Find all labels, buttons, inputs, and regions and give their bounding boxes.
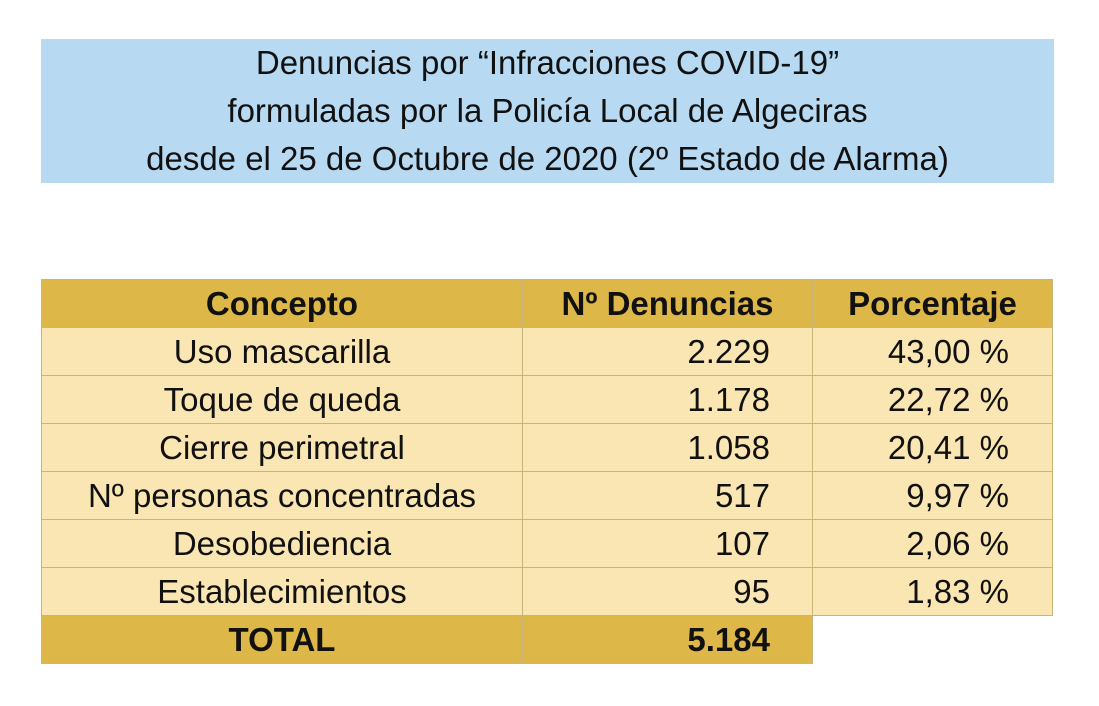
title-box <box>41 39 1054 183</box>
title-line-1: Denuncias por “Infracciones COVID-19” <box>255 44 840 81</box>
table-row <box>42 424 1053 472</box>
row-concept: Desobediencia <box>42 520 523 568</box>
total-label: TOTAL <box>42 616 523 664</box>
table-row <box>42 568 1053 616</box>
row-concept: Establecimientos <box>42 568 523 616</box>
row-count: 107 <box>523 520 813 568</box>
row-concept: Nº personas concentradas <box>42 472 523 520</box>
header-count: Nº Denuncias <box>523 280 813 328</box>
total-count: 5.184 <box>523 616 813 664</box>
table-row <box>42 472 1053 520</box>
row-count: 95 <box>523 568 813 616</box>
header-concept: Concepto <box>42 280 523 328</box>
row-percent: 2,06 % <box>813 520 1053 568</box>
row-count: 2.229 <box>523 328 813 376</box>
table-row <box>42 520 1053 568</box>
row-percent: 43,00 % <box>813 328 1053 376</box>
row-count: 1.178 <box>523 376 813 424</box>
row-concept: Uso mascarilla <box>42 328 523 376</box>
row-percent: 20,41 % <box>813 424 1053 472</box>
row-count: 517 <box>523 472 813 520</box>
row-concept: Cierre perimetral <box>42 424 523 472</box>
total-empty-cell <box>813 616 1053 664</box>
title-line-2: formuladas por la Policía Local de Algeciras <box>227 92 868 129</box>
row-count: 1.058 <box>523 424 813 472</box>
total-row <box>42 616 1053 664</box>
row-concept: Toque de queda <box>42 376 523 424</box>
table-row <box>42 328 1053 376</box>
complaints-table <box>41 279 1053 664</box>
title-line-3: desde el 25 de Octubre de 2020 (2º Estado de Alarma) <box>146 140 949 177</box>
table-header-row <box>42 280 1053 328</box>
row-percent: 22,72 % <box>813 376 1053 424</box>
table-row <box>42 376 1053 424</box>
header-percent: Porcentaje <box>813 280 1053 328</box>
row-percent: 1,83 % <box>813 568 1053 616</box>
row-percent: 9,97 % <box>813 472 1053 520</box>
